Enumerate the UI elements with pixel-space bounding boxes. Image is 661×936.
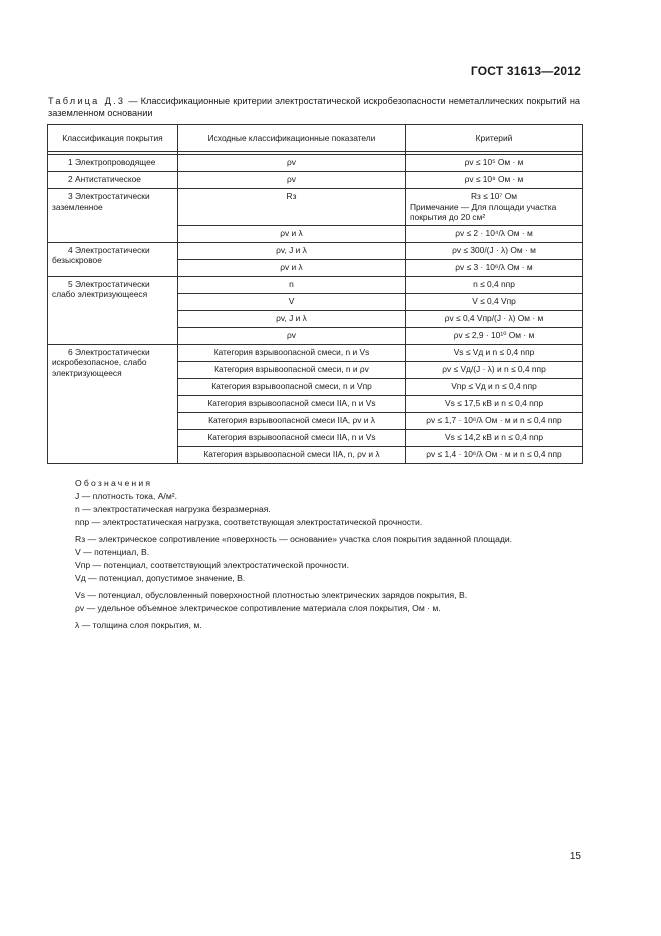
indicator-cell: ρv, J и λ [178,310,406,327]
criterion-cell: Vs ≤ Vд и n ≤ 0,4 nпр [406,344,583,361]
indicator-cell: ρv и λ [178,225,406,242]
indicator-cell: ρv, J и λ [178,242,406,259]
criterion-cell: Vпр ≤ Vд и n ≤ 0,4 nпр [406,378,583,395]
criterion-cell: ρv ≤ 1,4 · 10⁶/λ Ом · м и n ≤ 0,4 nпр [406,446,583,463]
indicator-cell: Rз [178,189,406,226]
criterion-cell: ρv ≤ Vд/(J · λ) и n ≤ 0,4 nпр [406,361,583,378]
notation-item: Rз — электрическое сопротивление «поверхность — основание» участка слоя покрытия заданной площади. [75,534,513,544]
notation-item: Vпр — потенциал, соответствующий электростатической прочности. [75,560,349,570]
standard-designation: ГОСТ 31613—2012 [470,64,581,78]
indicator-cell: Категория взрывоопасной смеси IIA, ρv и λ [178,412,406,429]
group-name: 4 Электростатически безыскровое [48,242,178,276]
notation-item: ρv — удельное объемное электрическое сопротивление материала слоя покрытия, Ом · м. [75,603,441,613]
indicator-cell: V [178,293,406,310]
criterion-value: Rз ≤ 10⁷ Ом [470,191,518,201]
table-header-row [48,125,583,152]
criterion-cell: ρv ≤ 3 · 10⁶/λ Ом · м [406,259,583,276]
notation-item: Vд — потенциал, допустимое значение, В. [75,573,246,583]
indicator-cell: Категория взрывоопасной смеси, n и Vs [178,344,406,361]
table-row [48,242,583,259]
criterion-cell: ρv ≤ 10⁵ Ом · м [406,155,583,172]
notation-item: Vs — потенциал, обусловленный поверхностной плотностью электрических зарядов покрытия, В. [75,590,468,600]
criterion-cell: ρv ≤ 0,4 Vпр/(J · λ) Ом · м [406,310,583,327]
page-number: 15 [569,851,581,862]
indicator-cell: Категория взрывоопасной смеси IIA, n, ρv и λ [178,446,406,463]
notation-item: λ — толщина слоя покрытия, м. [75,620,202,630]
criterion-cell: n ≤ 0,4 nпр [406,276,583,293]
notation-title: Обозначения [75,478,153,488]
indicator-cell: Категория взрывоопасной смеси, n и Vпр [178,378,406,395]
criterion-cell: ρv ≤ 10⁸ Ом · м [406,172,583,189]
header-criterion: Критерий [406,125,583,152]
indicator-cell: ρv [178,172,406,189]
criterion-cell: Vs ≤ 14,2 кВ и n ≤ 0,4 nпр [406,429,583,446]
group-name: 6 Электростатически искробезопасное, слабо электризующееся [48,344,178,463]
indicator-cell: ρv [178,155,406,172]
indicator-cell: Категория взрывоопасной смеси IIA, n и Vs [178,395,406,412]
notation-item: J — плотность тока, А/м². [75,491,177,501]
table-row [48,155,583,172]
criterion-cell: V ≤ 0,4 Vпр [406,293,583,310]
criterion-cell: Vs ≤ 17,5 кВ и n ≤ 0,4 nпр [406,395,583,412]
classification-table [47,124,583,464]
notation-list [75,477,595,632]
criterion-note: Примечание — Для площади участка покрытия до 20 см² [410,201,557,222]
header-classification: Классификация покрытия [48,125,178,152]
table-caption [48,95,580,119]
indicator-cell: n [178,276,406,293]
group-name: 2 Антистатическое [48,172,178,189]
table-row [48,276,583,293]
table-row [48,189,583,226]
header-indicators: Исходные классификационные показатели [178,125,406,152]
group-name: 1 Электропроводящее [48,155,178,172]
notation-item: n — электростатическая нагрузка безразмерная. [75,504,271,514]
table-row [48,172,583,189]
criterion-cell: ρv ≤ 2 · 10⁴/λ Ом · м [406,225,583,242]
indicator-cell: ρv и λ [178,259,406,276]
criterion-cell: ρv ≤ 2,9 · 10¹⁰ Ом · м [406,327,583,344]
table-row [48,344,583,361]
indicator-cell: ρv [178,327,406,344]
indicator-cell: Категория взрывоопасной смеси, n и ρv [178,361,406,378]
notation-item: nпр — электростатическая нагрузка, соответствующая электростатической прочности. [75,517,423,527]
table-caption-text: — Классификационные критерии электростатической искробезопасности неметаллических покрытий на заземленном основании [48,96,580,118]
group-name: 5 Электростатически слабо электризующееся [48,276,178,344]
criterion-cell: ρv ≤ 300/(J · λ) Ом · м [406,242,583,259]
notation-item: V — потенциал, В. [75,547,150,557]
criterion-cell [406,189,583,226]
table-caption-label: Таблица Д.3 [48,96,126,106]
indicator-cell: Категория взрывоопасной смеси IIA, n и Vs [178,429,406,446]
group-name: 3 Электростатически заземленное [48,189,178,243]
criterion-cell: ρv ≤ 1,7 · 10⁶/λ Ом · м и n ≤ 0,4 nпр [406,412,583,429]
